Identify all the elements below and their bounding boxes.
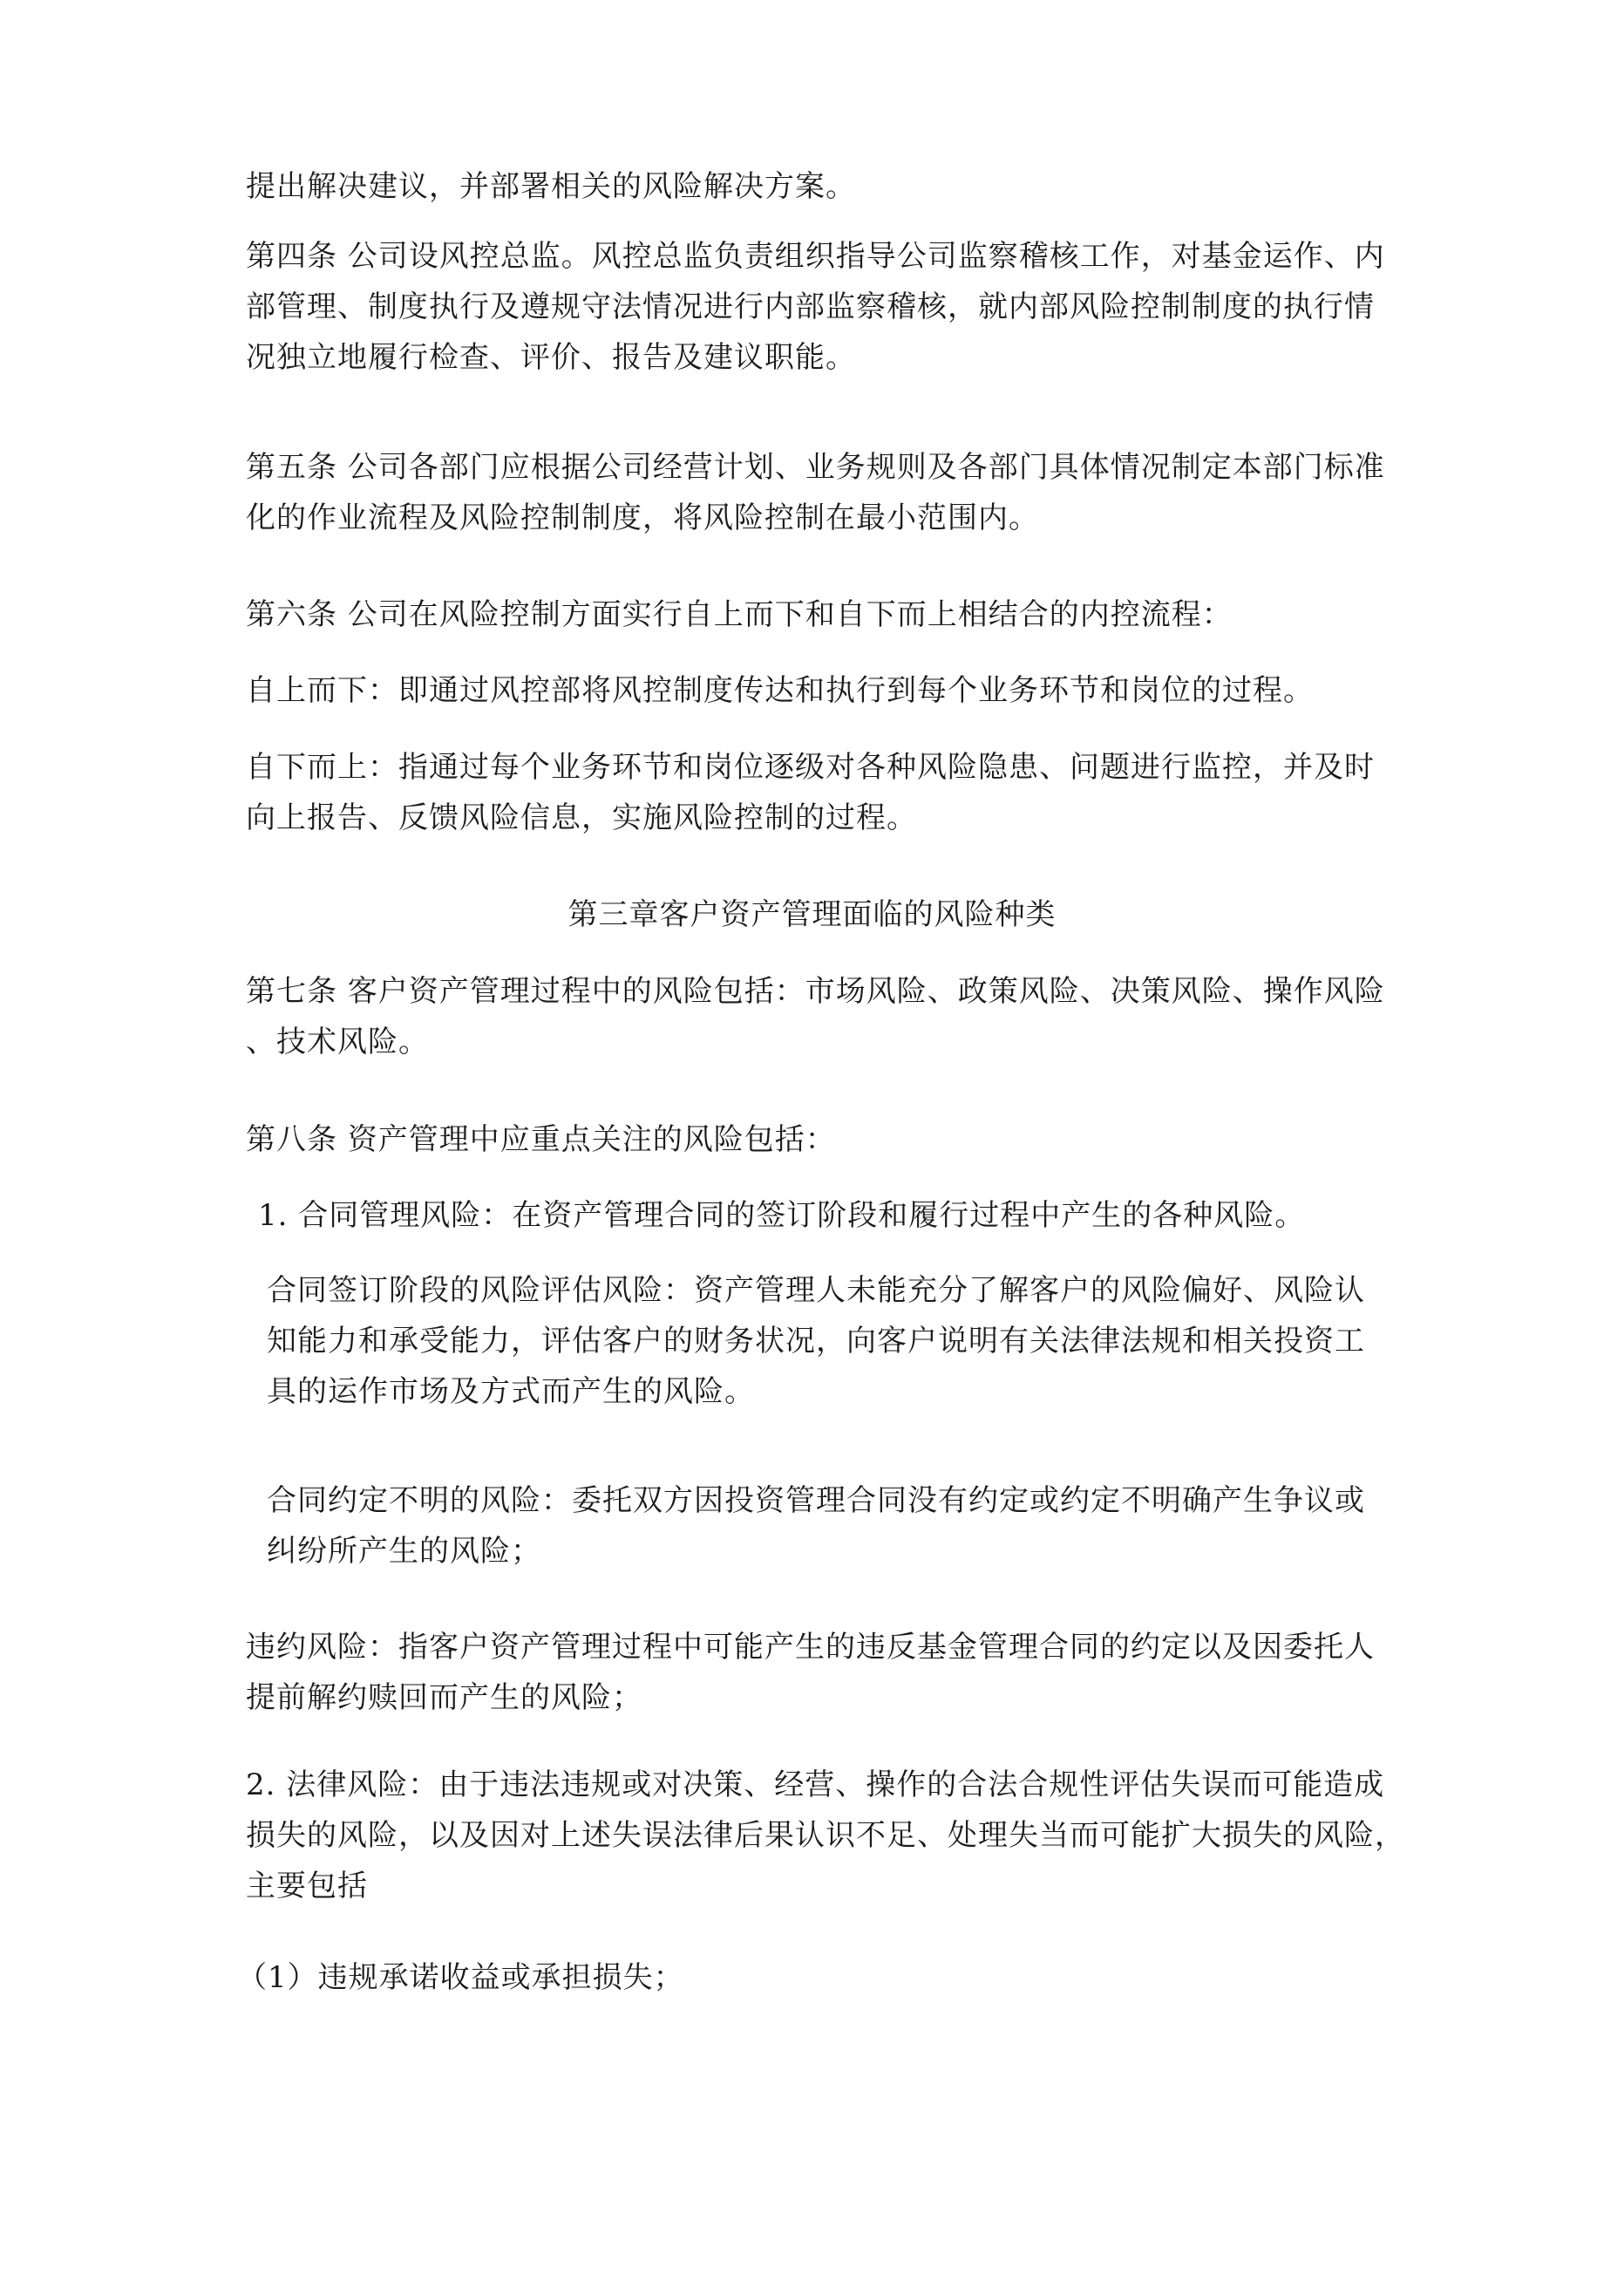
article-4 xyxy=(246,231,1405,383)
text-line: 部管理、制度执行及遵规守法情况进行内部监察稽核，就内部风险控制制度的执行情 xyxy=(246,289,1375,324)
text-line: 提出解决建议，并部署相关的风险解决方案。 xyxy=(246,169,856,204)
top-down-paragraph xyxy=(246,665,1405,716)
text-line: 自下而上：指通过每个业务环节和岗位逐级对各种风险隐患、问题进行监控，并及时 xyxy=(246,750,1375,785)
paragraph-continuation xyxy=(246,161,1405,212)
article-6 xyxy=(246,589,1405,640)
text-line: 合同签订阶段的风险评估风险：资产管理人未能充分了解客户的风险偏好、风险认 xyxy=(267,1273,1365,1308)
article-5 xyxy=(246,442,1405,543)
text-line: 1. 合同管理风险：在资产管理合同的签订阶段和履行过程中产生的各种风险。 xyxy=(258,1198,1306,1233)
contract-signing-risk xyxy=(267,1265,1426,1417)
text-line: 自上而下：即通过风控部将风控制度传达和执行到每个业务环节和岗位的过程。 xyxy=(246,673,1314,708)
breach-risk xyxy=(246,1622,1405,1723)
text-line: （1）违规承诺收益或承担损失； xyxy=(237,1960,684,1995)
text-line: 第八条 资产管理中应重点关注的风险包括： xyxy=(246,1122,836,1157)
text-line: 知能力和承受能力，评估客户的财务状况，向客户说明有关法律法规和相关投资工 xyxy=(267,1324,1365,1359)
text-line: 化的作业流程及风险控制制度，将风险控制在最小范围内。 xyxy=(246,501,1039,535)
text-line: 2. 法律风险：由于违法违规或对决策、经营、操作的合法合规性评估失误而可能造成 xyxy=(246,1767,1385,1802)
chapter-3-heading: 第三章客户资产管理面临的风险种类 xyxy=(567,897,1057,932)
text-line: 损失的风险，以及因对上述失误法律后果认识不足、处理失当而可能扩大损失的风险， xyxy=(246,1818,1405,1853)
article-7 xyxy=(246,966,1405,1067)
text-line: 违约风险：指客户资产管理过程中可能产生的违反基金管理合同的约定以及因委托人 xyxy=(246,1630,1375,1665)
list-item-1 xyxy=(258,1190,1417,1241)
text-line: 向上报告、反馈风险信息，实施风险控制的过程。 xyxy=(246,800,917,835)
text-line: 况独立地履行检查、评价、报告及建议职能。 xyxy=(246,340,856,375)
text-line: 第六条 公司在风险控制方面实行自上而下和自下而上相结合的内控流程： xyxy=(246,597,1233,632)
bottom-up-paragraph xyxy=(246,742,1405,843)
text-line: 具的运作市场及方式而产生的风险。 xyxy=(267,1374,755,1409)
text-line: 主要包括 xyxy=(246,1869,368,1903)
article-8 xyxy=(246,1114,1405,1165)
text-line: 提前解约赎回而产生的风险； xyxy=(246,1680,642,1715)
text-line: 纠纷所产生的风险； xyxy=(267,1534,541,1569)
contract-unclear-risk xyxy=(267,1475,1426,1577)
text-line: 第七条 客户资产管理过程中的风险包括：市场风险、政策风险、决策风险、操作风险 xyxy=(246,974,1385,1009)
text-line: 第五条 公司各部门应根据公司经营计划、业务规则及各部门具体情况制定本部门标准 xyxy=(246,450,1385,485)
text-line: 合同约定不明的风险：委托双方因投资管理合同没有约定或约定不明确产生争议或 xyxy=(267,1483,1365,1518)
text-line: 第四条 公司设风控总监。风控总监负责组织指导公司监察稽核工作，对基金运作、内 xyxy=(246,239,1385,274)
list-item-2-legal-risk xyxy=(246,1760,1405,1911)
sub-item-1 xyxy=(237,1952,1396,2003)
text-line: 、技术风险。 xyxy=(246,1025,429,1059)
